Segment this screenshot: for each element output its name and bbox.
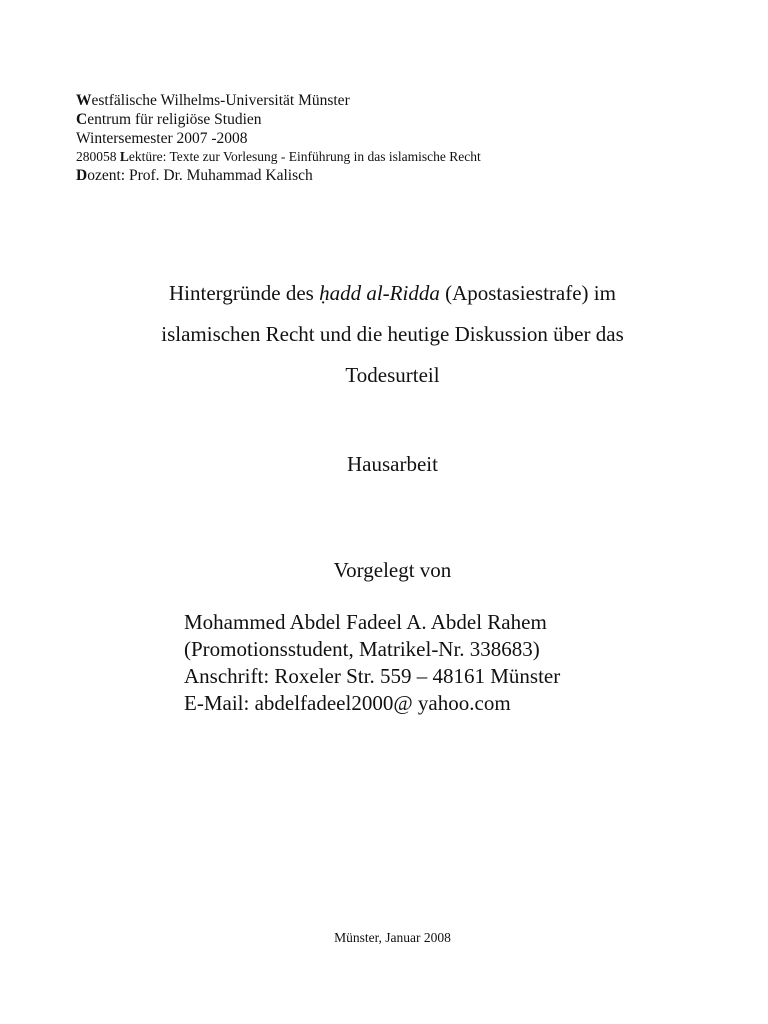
course-number: 280058 — [76, 149, 120, 164]
author-email: E-Mail: abdelfadeel2000@ yahoo.com — [184, 691, 511, 715]
centre-initial: C — [76, 111, 88, 128]
course-line — [76, 148, 696, 166]
lecturer-line — [76, 166, 696, 185]
title-italic-term: ḥadd al-Ridda — [319, 281, 440, 305]
author-status: (Promotionsstudent, Matrikel-Nr. 338683) — [184, 637, 540, 661]
submitted-by: Vorgelegt von — [333, 558, 452, 582]
title-prefix: Hintergründe des — [169, 281, 320, 305]
title-line-3: Todesurteil — [345, 363, 440, 387]
semester-line: Wintersemester 2007 -2008 — [76, 130, 248, 147]
university-line — [76, 91, 696, 110]
university-name: estfälische Wilhelms-Universität Münster — [91, 92, 350, 109]
title-line-2: islamischen Recht und die heutige Diskussion über das — [161, 322, 624, 346]
title-suffix: (Apostasiestrafe) im — [439, 281, 616, 305]
course-initial: L — [119, 149, 129, 164]
author-name: Mohammed Abdel Fadeel A. Abdel Rahem — [184, 610, 547, 634]
centre-line — [76, 110, 696, 129]
title-line-1 — [90, 273, 695, 314]
centre-name: entrum für religiöse Studien — [87, 111, 262, 128]
university-initial: W — [76, 92, 92, 109]
lecturer-name: ozent: Prof. Dr. Muhammad Kalisch — [87, 167, 313, 184]
course-name: ektüre: Texte zur Vorlesung - Einführung in das islamische Recht — [128, 149, 481, 164]
author-block — [184, 609, 684, 717]
thesis-title — [90, 273, 695, 396]
lecturer-initial: D — [76, 167, 88, 184]
author-address: Anschrift: Roxeler Str. 559 – 48161 Münster — [184, 664, 561, 688]
institution-header — [76, 91, 696, 185]
document-type: Hausarbeit — [347, 452, 438, 476]
place-date: Münster, Januar 2008 — [334, 930, 451, 945]
